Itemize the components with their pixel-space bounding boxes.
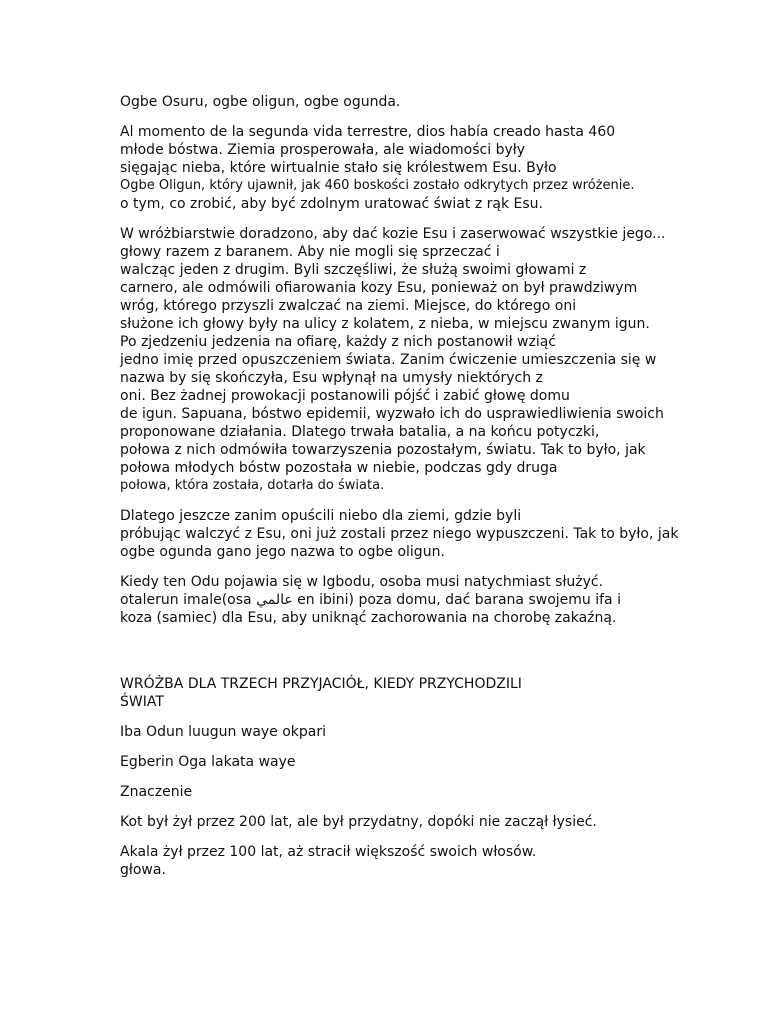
text-line: de igun. Sapuana, bóstwo epidemii, wyzwało ich do usprawiedliwienia swoich: [120, 406, 664, 422]
text-line: Akala żył przez 100 lat, aż stracił większość swoich włosów.: [120, 844, 537, 860]
section-heading: [120, 675, 720, 711]
paragraph: [120, 723, 720, 741]
text-line: ŚWIAT: [120, 694, 164, 710]
text-line: proponowane działania. Dlatego trwała batalia, a na końcu potyczki,: [120, 424, 600, 440]
text-line: wróg, którego przyszli zwalczać na ziemi. Miejsce, do którego oni: [120, 298, 577, 314]
text-line: o tym, co zrobić, aby być zdolnym uratować świat z rąk Esu.: [120, 196, 543, 212]
text-line: Egberin Oga lakata waye: [120, 754, 296, 770]
text-line: Ogbe Osuru, ogbe oligun, ogbe ogunda.: [120, 94, 401, 110]
text-line: otalerun imale(osa عالمي en ibini) poza domu, dać barana swojemu ifa i: [120, 592, 621, 608]
document-heading: [120, 93, 720, 111]
paragraph: [120, 813, 720, 831]
paragraph: [120, 843, 720, 879]
text-line: oni. Bez żadnej prowokacji postanowili pójść i zabić głowę domu: [120, 388, 570, 404]
text-line: Po zjedzeniu jedzenia na ofiarę, każdy z nich postanowił wziąć: [120, 334, 557, 350]
section-gap: [120, 639, 720, 675]
text-line: walcząc jeden z drugim. Byli szczęśliwi, że służą swoimi głowami z: [120, 262, 587, 278]
text-line: młode bóstwa. Ziemia prosperowała, ale wiadomości były: [120, 142, 526, 158]
text-line: próbując walczyć z Esu, oni już zostali przez niego wypuszczeni. Tak to było, jak: [120, 526, 679, 542]
paragraph: [120, 573, 720, 627]
text-line: jedno imię przed opuszczeniem świata. Zanim ćwiczenie umieszczenia się w: [120, 352, 657, 368]
text-line: Dlatego jeszcze zanim opuścili niebo dla ziemi, gdzie byli: [120, 508, 522, 524]
text-line: połowa, która została, dotarła do świata.: [120, 478, 385, 493]
text-line: połowa z nich odmówiła towarzyszenia pozostałym, światu. Tak to było, jak: [120, 442, 646, 458]
paragraph: [120, 225, 720, 495]
text-line: WRÓŻBA DLA TRZECH PRZYJACIÓŁ, KIEDY PRZYCHODZILI: [120, 676, 522, 692]
text-line: Znaczenie: [120, 784, 193, 800]
text-line: W wróżbiarstwie doradzono, aby dać kozie Esu i zaserwować wszystkie jego...: [120, 226, 666, 242]
text-line: sięgając nieba, które wirtualnie stało się królestwem Esu. Było: [120, 160, 557, 176]
text-line: Ogbe Oligun, który ujawnił, jak 460 boskości zostało odkrytych przez wróżenie.: [120, 178, 635, 193]
text-line: Kiedy ten Odu pojawia się w Igbodu, osoba musi natychmiast służyć.: [120, 574, 604, 590]
text-line: Kot był żył przez 200 lat, ale był przydatny, dopóki nie zaczął łysieć.: [120, 814, 597, 830]
paragraph: [120, 507, 720, 561]
paragraph: [120, 753, 720, 771]
document-body: [120, 93, 720, 891]
paragraph: [120, 123, 720, 213]
text-line: połowa młodych bóstw pozostała w niebie, podczas gdy druga: [120, 460, 558, 476]
text-line: Al momento de la segunda vida terrestre, dios había creado hasta 460: [120, 124, 616, 140]
text-line: koza (samiec) dla Esu, aby uniknąć zachorowania na chorobę zakaźną.: [120, 610, 617, 626]
text-line: głowa.: [120, 862, 166, 878]
text-line: ogbe ogunda gano jego nazwa to ogbe oligun.: [120, 544, 445, 560]
paragraph: [120, 783, 720, 801]
text-line: carnero, ale odmówili ofiarowania kozy Esu, ponieważ on był prawdziwym: [120, 280, 638, 296]
text-line: służone ich głowy były na ulicy z kolatem, z nieba, w miejscu zwanym igun.: [120, 316, 650, 332]
text-line: nazwa by się skończyła, Esu wpłynął na umysły niektórych z: [120, 370, 543, 386]
text-line: głowy razem z baranem. Aby nie mogli się sprzeczać i: [120, 244, 500, 260]
text-line: Iba Odun luugun waye okpari: [120, 724, 327, 740]
